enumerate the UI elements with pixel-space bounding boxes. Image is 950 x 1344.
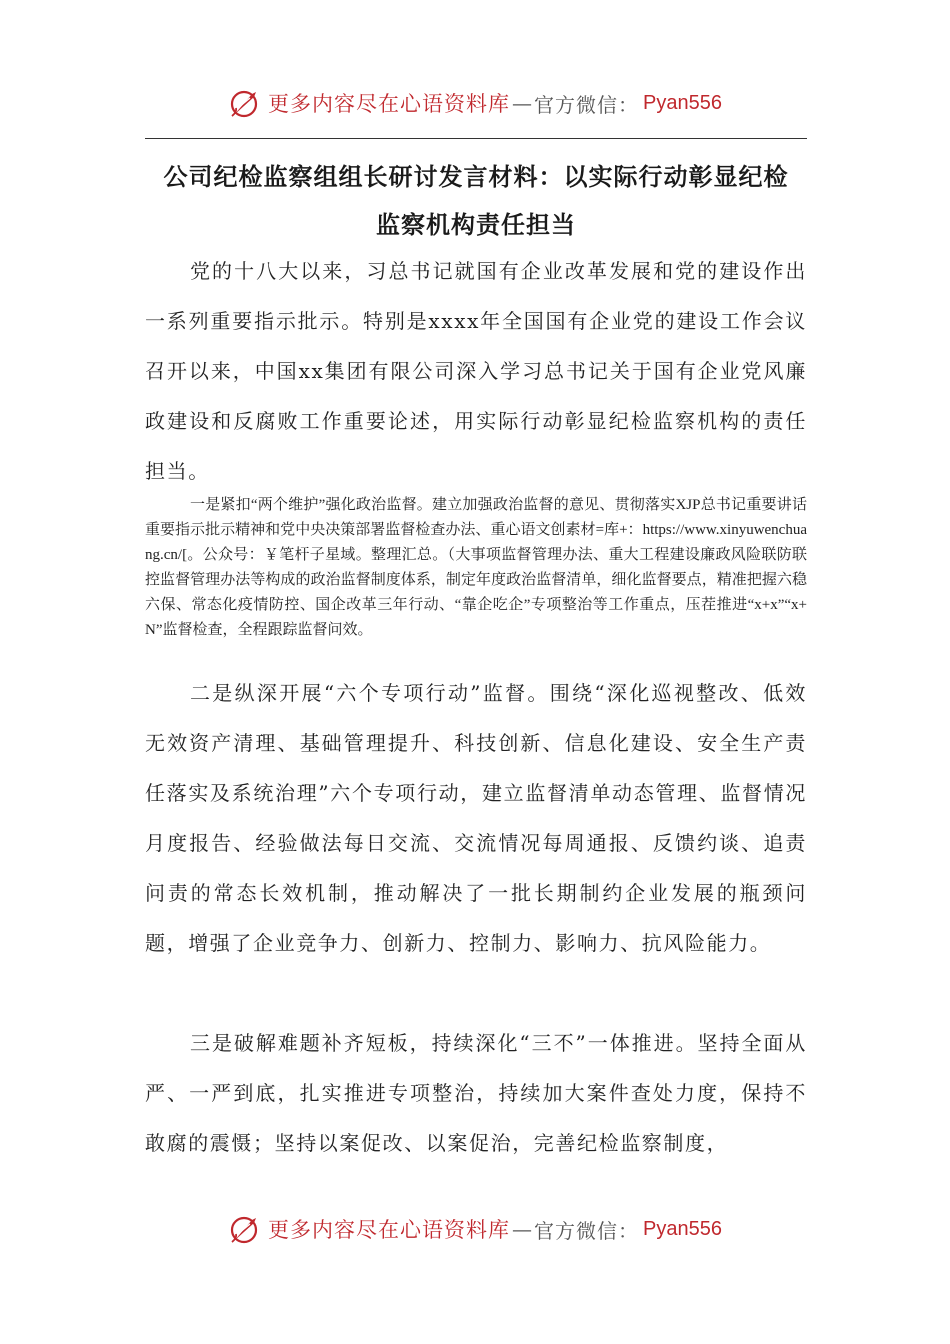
footer-banner: [0, 1209, 950, 1249]
paragraph-third-point: 三是破解难题补齐短板，持续深化“三不”一体推进。坚持全面从严、一严到底，扎实推进专项整治，持续加大案件查处力度，保持不敢腐的震慑；坚持以案促改、以案促治，完善纪检监察制度，: [145, 1031, 807, 1155]
doc-title-line1: 公司纪检监察组组长研讨发言材料：以实际行动彰显纪检: [163, 163, 789, 191]
footer-wechat-id: Pyan556: [643, 1217, 722, 1240]
header-divider: [145, 138, 807, 139]
header-wechat-id: Pyan556: [643, 91, 722, 114]
header-banner: [0, 83, 950, 123]
header-sub: 官方微信：: [534, 92, 640, 117]
quill-logo-icon: [228, 86, 262, 120]
footer-separator: —: [512, 1217, 533, 1241]
header-separator: —: [512, 91, 533, 115]
paragraph-second-point: 二是纵深开展“六个专项行动”监督。围绕“深化巡视整改、低效无效资产清理、基础管理提升、科技创新、信息化建设、安全生产责任落实及系统治理”六个专项行动，建立监督清单动态管理、监督情况月度报告、经验做法每日交流、交流情况每周通报、反馈约谈、追责问责的常态长效机制，推动解决了一批长期制约企业发展的瓶颈问题，增强了企业竞争力、创新力、控制力、影响力、抗风险能力。: [145, 681, 807, 955]
paragraph-intro: 党的十八大以来，习总书记就国有企业改革发展和党的建设作出一系列重要指示批示。特别是xxxx年全国国有企业党的建设工作会议召开以来，中国xx集团有限公司深入学习总书记关于国有企业党风廉政建设和反腐败工作重要论述，用实际行动彰显纪检监察机构的责任担当。: [145, 259, 807, 483]
paragraph-first-point: 一是紧扣“两个维护”强化政治监督。建立加强政治监督的意见、贯彻落实XJP总书记重要讲话重要指示批示精神和党中央决策部署监督检查办法、重心语文创素材=库+：https://www.xinyuwenchuang.cn/[。公众号：￥笔杆子星域。整理汇总。（大事项监督管理办法、重大工程建设廉政风险联防联控监督管理办法等构成的政治监督制度体系，制定年度政治监督清单，细化监督要点，精准把握六稳六保、常态化疫情防控、国企改革三年行动、“靠企吃企”专项整治等工作重点，压茬推进“x+x”“x+N”监督检查，全程跟踪监督问效。: [145, 497, 807, 638]
footer-brand: 更多内容尽在心语资料库: [268, 1218, 511, 1242]
header-brand: 更多内容尽在心语资料库: [268, 92, 511, 116]
doc-title-line2: 监察机构责任担当: [376, 211, 576, 239]
quill-logo-icon: [228, 1212, 262, 1246]
footer-sub: 官方微信：: [534, 1218, 640, 1243]
